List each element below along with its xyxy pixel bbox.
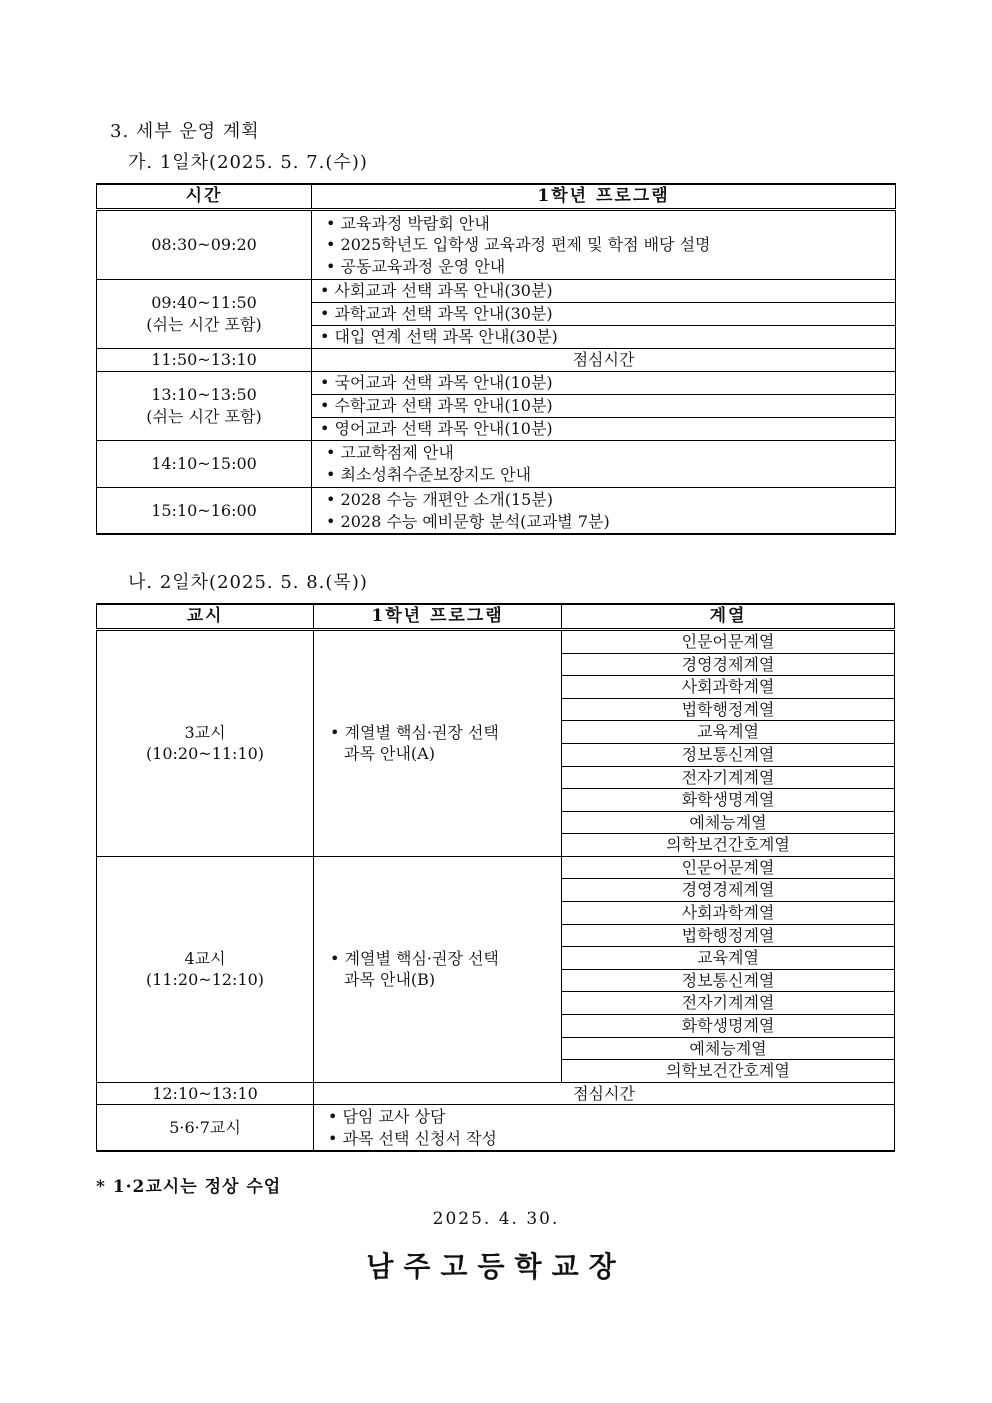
time-cell: 08:30~09:20 [97, 209, 312, 279]
list-item: • 대입 연계 선택 과목 안내(30분) [312, 325, 896, 348]
day1-table [96, 183, 896, 535]
document-date: 2025. 4. 30. [432, 1209, 560, 1229]
program-cell [314, 1105, 895, 1151]
table-row [97, 487, 896, 534]
track-cell: 화학생명계열 [562, 1015, 895, 1038]
table-row [97, 440, 896, 487]
time-cell: 09:40~11:50 (쉬는 시간 포함) [97, 279, 312, 348]
period-cell: 3교시 (10:20~11:10) [97, 629, 314, 856]
list-item: • 2028 수능 개편안 소개(15분) [318, 489, 889, 511]
track-cell: 사회과학계열 [562, 902, 895, 925]
program-cell [312, 440, 896, 487]
table-row [97, 1082, 895, 1105]
track-cell: 사회과학계열 [562, 676, 895, 699]
section-title: 3. 세부 운영 계획 [110, 121, 260, 142]
track-cell: 예체능계열 [562, 811, 895, 834]
track-cell: 교육계열 [562, 721, 895, 744]
day1-title: 가. 1일차(2025. 5. 7.(수)) [128, 152, 368, 173]
period-cell: 4교시 (11:20~12:10) [97, 856, 314, 1082]
track-cell: 인문어문계열 [562, 629, 895, 653]
list-item: • 사회교과 선택 과목 안내(30분) [312, 279, 896, 302]
list-item: • 수학교과 선택 과목 안내(10분) [312, 394, 896, 417]
list-item: • 과목 선택 신청서 작성 [320, 1128, 888, 1150]
table-row [97, 209, 896, 279]
program-cell [312, 487, 896, 534]
list-item: • 최소성취수준보장지도 안내 [318, 464, 889, 486]
list-item: • 교육과정 박람회 안내 [318, 213, 889, 235]
track-cell: 교육계열 [562, 947, 895, 970]
track-cell: 화학생명계열 [562, 789, 895, 812]
lunch-cell: 점심시간 [314, 1082, 895, 1105]
track-cell: 경영경제계열 [562, 879, 895, 902]
table-row [97, 371, 896, 394]
track-cell: 정보통신계열 [562, 969, 895, 992]
program-cell: • 계열별 핵심·권장 선택 과목 안내(B) [314, 856, 562, 1082]
period-cell: 12:10~13:10 [97, 1082, 314, 1105]
day1-header-time: 시간 [97, 184, 312, 209]
track-cell: 법학행정계열 [562, 698, 895, 721]
time-cell: 13:10~13:50 (쉬는 시간 포함) [97, 371, 312, 440]
table-row [97, 856, 895, 879]
day2-header-period: 교시 [97, 604, 314, 629]
list-item: • 담임 교사 상담 [320, 1106, 888, 1128]
day2-header-track: 계열 [562, 604, 895, 629]
track-cell: 인문어문계열 [562, 856, 895, 879]
track-cell: 예체능계열 [562, 1037, 895, 1060]
track-cell: 법학행정계열 [562, 924, 895, 947]
track-cell: 전자기계계열 [562, 766, 895, 789]
table-row [97, 279, 896, 302]
program-cell [312, 209, 896, 279]
list-item: • 과학교과 선택 과목 안내(30분) [312, 302, 896, 325]
time-cell: 14:10~15:00 [97, 440, 312, 487]
list-item: • 2025학년도 입학생 교육과정 편제 및 학점 배당 설명 [318, 234, 889, 256]
track-cell: 정보통신계열 [562, 743, 895, 766]
track-cell: 전자기계계열 [562, 992, 895, 1015]
list-item: • 2028 수능 예비문항 분석(교과별 7분) [318, 511, 889, 533]
period-cell: 5·6·7교시 [97, 1105, 314, 1151]
list-item: • 고교학점제 안내 [318, 442, 889, 464]
time-cell: 15:10~16:00 [97, 487, 312, 534]
day2-title: 나. 2일차(2025. 5. 8.(목)) [128, 572, 368, 593]
signature-line: 남주고등학교장 [366, 1250, 626, 1283]
list-item: • 국어교과 선택 과목 안내(10분) [312, 371, 896, 394]
track-cell: 의학보건간호계열 [562, 834, 895, 857]
table-row [97, 1105, 895, 1151]
track-cell: 경영경제계열 [562, 653, 895, 676]
time-cell: 11:50~13:10 [97, 348, 312, 371]
track-cell: 의학보건간호계열 [562, 1060, 895, 1083]
table-row [97, 629, 895, 653]
day1-header-program: 1학년 프로그램 [312, 184, 896, 209]
table-row [97, 348, 896, 371]
footnote: * 1·2교시는 정상 수업 [96, 1177, 282, 1197]
program-cell: • 계열별 핵심·권장 선택 과목 안내(A) [314, 629, 562, 856]
day2-table [96, 603, 895, 1152]
lunch-cell: 점심시간 [312, 348, 896, 371]
day2-header-program: 1학년 프로그램 [314, 604, 562, 629]
list-item: • 공동교육과정 운영 안내 [318, 256, 889, 278]
list-item: • 영어교과 선택 과목 안내(10분) [312, 417, 896, 440]
